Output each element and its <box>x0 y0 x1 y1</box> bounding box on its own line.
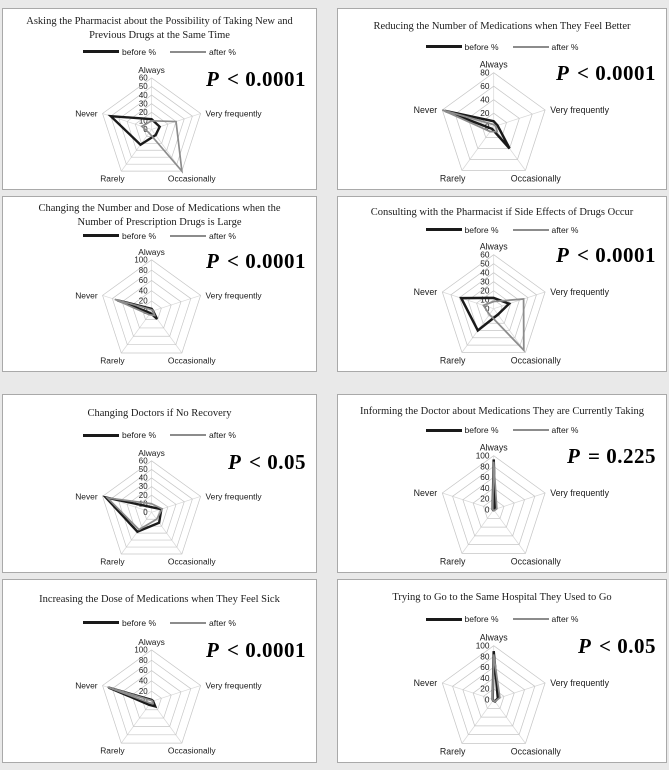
chart-panel-6 <box>337 394 667 573</box>
after-line-swatch <box>513 429 549 431</box>
chart-legend <box>338 224 666 235</box>
chart-panel-5 <box>2 394 317 573</box>
before-line-swatch <box>426 429 462 432</box>
svg-text:20: 20 <box>138 107 148 117</box>
svg-text:Always: Always <box>138 247 165 258</box>
chart-area <box>3 59 316 189</box>
legend-label-after: after % <box>551 41 579 52</box>
svg-text:20: 20 <box>480 108 490 119</box>
svg-text:60: 60 <box>138 73 148 83</box>
legend-item-before <box>83 618 156 628</box>
figure-row-4 <box>2 579 667 763</box>
svg-text:40: 40 <box>138 676 148 686</box>
svg-text:40: 40 <box>138 286 148 296</box>
legend-label-before: before % <box>122 617 157 628</box>
legend-item-before <box>83 430 156 440</box>
after-line-swatch <box>170 622 206 624</box>
p-value: P < 0.0001 <box>205 67 306 91</box>
p-value: P < 0.0001 <box>205 249 306 274</box>
svg-text:0: 0 <box>484 121 490 132</box>
legend-label-after: after % <box>551 224 579 235</box>
p-value: P < 0.05 <box>577 634 656 659</box>
figure-row-1 <box>2 8 667 190</box>
svg-text:30: 30 <box>480 276 490 287</box>
svg-text:Rarely: Rarely <box>100 745 125 756</box>
chart-legend <box>3 230 316 241</box>
chart-panel-7 <box>2 579 317 763</box>
svg-text:Very frequently: Very frequently <box>550 105 610 116</box>
legend-item-after <box>513 614 579 624</box>
after-line-swatch <box>170 235 206 237</box>
legend-label-before: before % <box>464 224 499 235</box>
figure-row-3 <box>2 394 667 573</box>
legend-item-after <box>513 225 579 235</box>
legend-label-after: after % <box>209 230 236 241</box>
p-value: P < 0.0001 <box>205 638 306 662</box>
svg-text:50: 50 <box>138 82 148 92</box>
svg-text:Occasionally: Occasionally <box>167 556 216 567</box>
svg-text:60: 60 <box>480 249 490 260</box>
svg-text:10: 10 <box>138 116 148 126</box>
before-line-swatch <box>426 45 462 48</box>
svg-text:Always: Always <box>479 442 508 453</box>
svg-text:0: 0 <box>484 504 490 515</box>
legend-label-after: after % <box>551 425 579 436</box>
svg-text:50: 50 <box>480 258 490 269</box>
svg-text:Rarely: Rarely <box>439 355 466 366</box>
chart-panel-4 <box>337 196 667 372</box>
legend-item-before <box>426 425 499 435</box>
chart-legend <box>338 40 666 53</box>
legend-label-before: before % <box>122 430 157 441</box>
chart-area <box>3 442 316 572</box>
svg-text:Never: Never <box>75 680 98 691</box>
chart-area <box>338 235 666 371</box>
p-value: P < 0.0001 <box>555 243 656 268</box>
svg-text:10: 10 <box>138 499 148 509</box>
svg-text:Rarely: Rarely <box>100 556 125 567</box>
chart-area <box>338 53 666 189</box>
svg-text:Occasionally: Occasionally <box>167 173 216 184</box>
chart-title: Increasing the Dose of Medications when They Feel Sick <box>39 593 280 605</box>
chart-panel-2 <box>337 8 667 190</box>
chart-area <box>338 626 666 762</box>
svg-text:20: 20 <box>480 683 490 694</box>
before-line-swatch <box>83 621 119 624</box>
p-value: P = 0.225 <box>566 444 656 469</box>
legend-item-after <box>170 47 236 57</box>
svg-text:Always: Always <box>479 241 508 252</box>
chart-title: Asking the Pharmacist about the Possibility of Taking New and Previous Drugs at the Same Time <box>26 15 293 41</box>
svg-text:Very frequently: Very frequently <box>550 287 610 298</box>
svg-text:Never: Never <box>413 488 438 499</box>
svg-text:40: 40 <box>480 267 490 278</box>
svg-text:Occasionally: Occasionally <box>510 355 561 366</box>
chart-legend <box>338 424 666 436</box>
svg-text:Never: Never <box>413 678 438 689</box>
svg-text:100: 100 <box>134 255 148 265</box>
svg-text:20: 20 <box>138 491 148 501</box>
chart-area <box>3 630 316 762</box>
svg-text:Very frequently: Very frequently <box>205 680 262 691</box>
svg-text:Always: Always <box>138 64 165 75</box>
legend-item-before <box>83 231 156 241</box>
svg-text:0: 0 <box>143 125 148 135</box>
figure-grid <box>2 8 667 769</box>
chart-legend <box>3 615 316 630</box>
chart-area <box>3 241 316 371</box>
svg-text:Very frequently: Very frequently <box>205 108 262 119</box>
svg-text:80: 80 <box>138 266 148 276</box>
svg-text:Never: Never <box>413 105 438 116</box>
svg-text:0: 0 <box>143 508 148 518</box>
svg-text:0: 0 <box>143 697 148 707</box>
after-line-swatch <box>513 618 549 620</box>
chart-panel-1 <box>2 8 317 190</box>
svg-text:Rarely: Rarely <box>439 173 466 184</box>
legend-label-after: after % <box>551 614 579 625</box>
svg-text:Always: Always <box>138 448 165 459</box>
svg-text:60: 60 <box>138 276 148 286</box>
before-line-swatch <box>83 434 119 437</box>
svg-text:0: 0 <box>484 303 490 314</box>
svg-text:0: 0 <box>143 307 148 317</box>
after-line-swatch <box>170 434 206 436</box>
svg-text:20: 20 <box>480 285 490 296</box>
before-line-swatch <box>83 234 119 237</box>
svg-text:30: 30 <box>138 99 148 109</box>
svg-text:60: 60 <box>138 666 148 676</box>
chart-title: Consulting with the Pharmacist if Side Effects of Drugs Occur <box>370 206 634 218</box>
chart-title: Changing the Number and Dose of Medications when the Number of Prescription Drugs is Large <box>38 203 281 228</box>
legend-label-before: before % <box>122 46 157 57</box>
chart-legend <box>338 612 666 626</box>
svg-text:80: 80 <box>138 655 148 665</box>
svg-text:Never: Never <box>75 491 98 502</box>
svg-text:80: 80 <box>480 651 490 662</box>
chart-title: Informing the Doctor about Medications They are Currently Taking <box>359 405 645 417</box>
svg-text:100: 100 <box>134 645 148 655</box>
svg-text:40: 40 <box>480 482 490 493</box>
svg-text:Never: Never <box>413 287 438 298</box>
svg-text:Very frequently: Very frequently <box>205 290 262 301</box>
svg-text:50: 50 <box>138 465 148 475</box>
after-line-swatch <box>513 229 549 231</box>
svg-text:100: 100 <box>475 450 490 461</box>
p-value: P < 0.0001 <box>555 61 656 86</box>
svg-text:Rarely: Rarely <box>100 355 125 366</box>
chart-legend <box>3 428 316 442</box>
svg-text:40: 40 <box>480 672 490 683</box>
svg-text:Occasionally: Occasionally <box>167 355 216 366</box>
legend-item-before <box>426 614 499 624</box>
after-line-swatch <box>170 51 206 53</box>
svg-text:80: 80 <box>480 67 490 78</box>
svg-text:60: 60 <box>480 472 490 483</box>
legend-label-after: after % <box>209 46 236 57</box>
figure-row-2 <box>2 196 667 372</box>
svg-text:20: 20 <box>138 296 148 306</box>
svg-text:40: 40 <box>138 90 148 100</box>
legend-item-after <box>513 425 579 435</box>
svg-text:60: 60 <box>480 662 490 673</box>
legend-label-before: before % <box>464 425 499 436</box>
chart-title: Reducing the Number of Medications when They Feel Better <box>373 20 631 32</box>
chart-title: Trying to Go to the Same Hospital They Used to Go <box>392 592 612 604</box>
svg-text:Rarely: Rarely <box>439 556 466 567</box>
svg-text:Always: Always <box>138 636 165 647</box>
legend-label-after: after % <box>209 430 236 441</box>
chart-panel-8 <box>337 579 667 763</box>
legend-item-after <box>170 618 236 628</box>
svg-text:10: 10 <box>480 294 490 305</box>
legend-item-after <box>170 231 236 241</box>
legend-label-after: after % <box>209 617 236 628</box>
svg-text:Never: Never <box>75 108 98 119</box>
chart-area <box>338 436 666 572</box>
svg-text:20: 20 <box>480 493 490 504</box>
svg-text:Occasionally: Occasionally <box>167 745 216 756</box>
svg-text:Very frequently: Very frequently <box>205 491 262 502</box>
chart-panel-3 <box>2 196 317 372</box>
svg-text:60: 60 <box>480 81 490 92</box>
before-line-swatch <box>83 50 119 53</box>
svg-text:Very frequently: Very frequently <box>550 678 610 689</box>
after-line-swatch <box>513 46 549 48</box>
svg-text:Occasionally: Occasionally <box>510 746 561 757</box>
svg-text:0: 0 <box>484 694 490 705</box>
legend-item-before <box>83 47 156 57</box>
p-value: P < 0.05 <box>227 450 306 475</box>
svg-text:60: 60 <box>138 456 148 466</box>
svg-text:Rarely: Rarely <box>100 173 125 184</box>
svg-text:Very frequently: Very frequently <box>550 488 610 499</box>
svg-text:Never: Never <box>75 290 98 301</box>
svg-text:40: 40 <box>138 473 148 483</box>
legend-item-after <box>170 430 236 440</box>
svg-text:100: 100 <box>475 640 490 651</box>
svg-text:20: 20 <box>138 686 148 696</box>
legend-item-after <box>513 42 579 52</box>
svg-text:Always: Always <box>479 59 508 70</box>
legend-label-before: before % <box>464 41 499 52</box>
svg-text:80: 80 <box>480 461 490 472</box>
svg-text:Occasionally: Occasionally <box>510 556 561 567</box>
svg-text:Always: Always <box>479 632 508 643</box>
before-line-swatch <box>426 228 462 231</box>
legend-label-before: before % <box>464 614 499 625</box>
svg-text:30: 30 <box>138 482 148 492</box>
legend-item-before <box>426 225 499 235</box>
svg-text:Rarely: Rarely <box>439 746 466 757</box>
before-line-swatch <box>426 618 462 621</box>
legend-label-before: before % <box>122 230 157 241</box>
legend-item-before <box>426 42 499 52</box>
svg-text:Occasionally: Occasionally <box>510 173 561 184</box>
svg-text:40: 40 <box>480 94 490 105</box>
chart-legend <box>3 44 316 59</box>
chart-title: Changing Doctors if No Recovery <box>87 407 232 419</box>
